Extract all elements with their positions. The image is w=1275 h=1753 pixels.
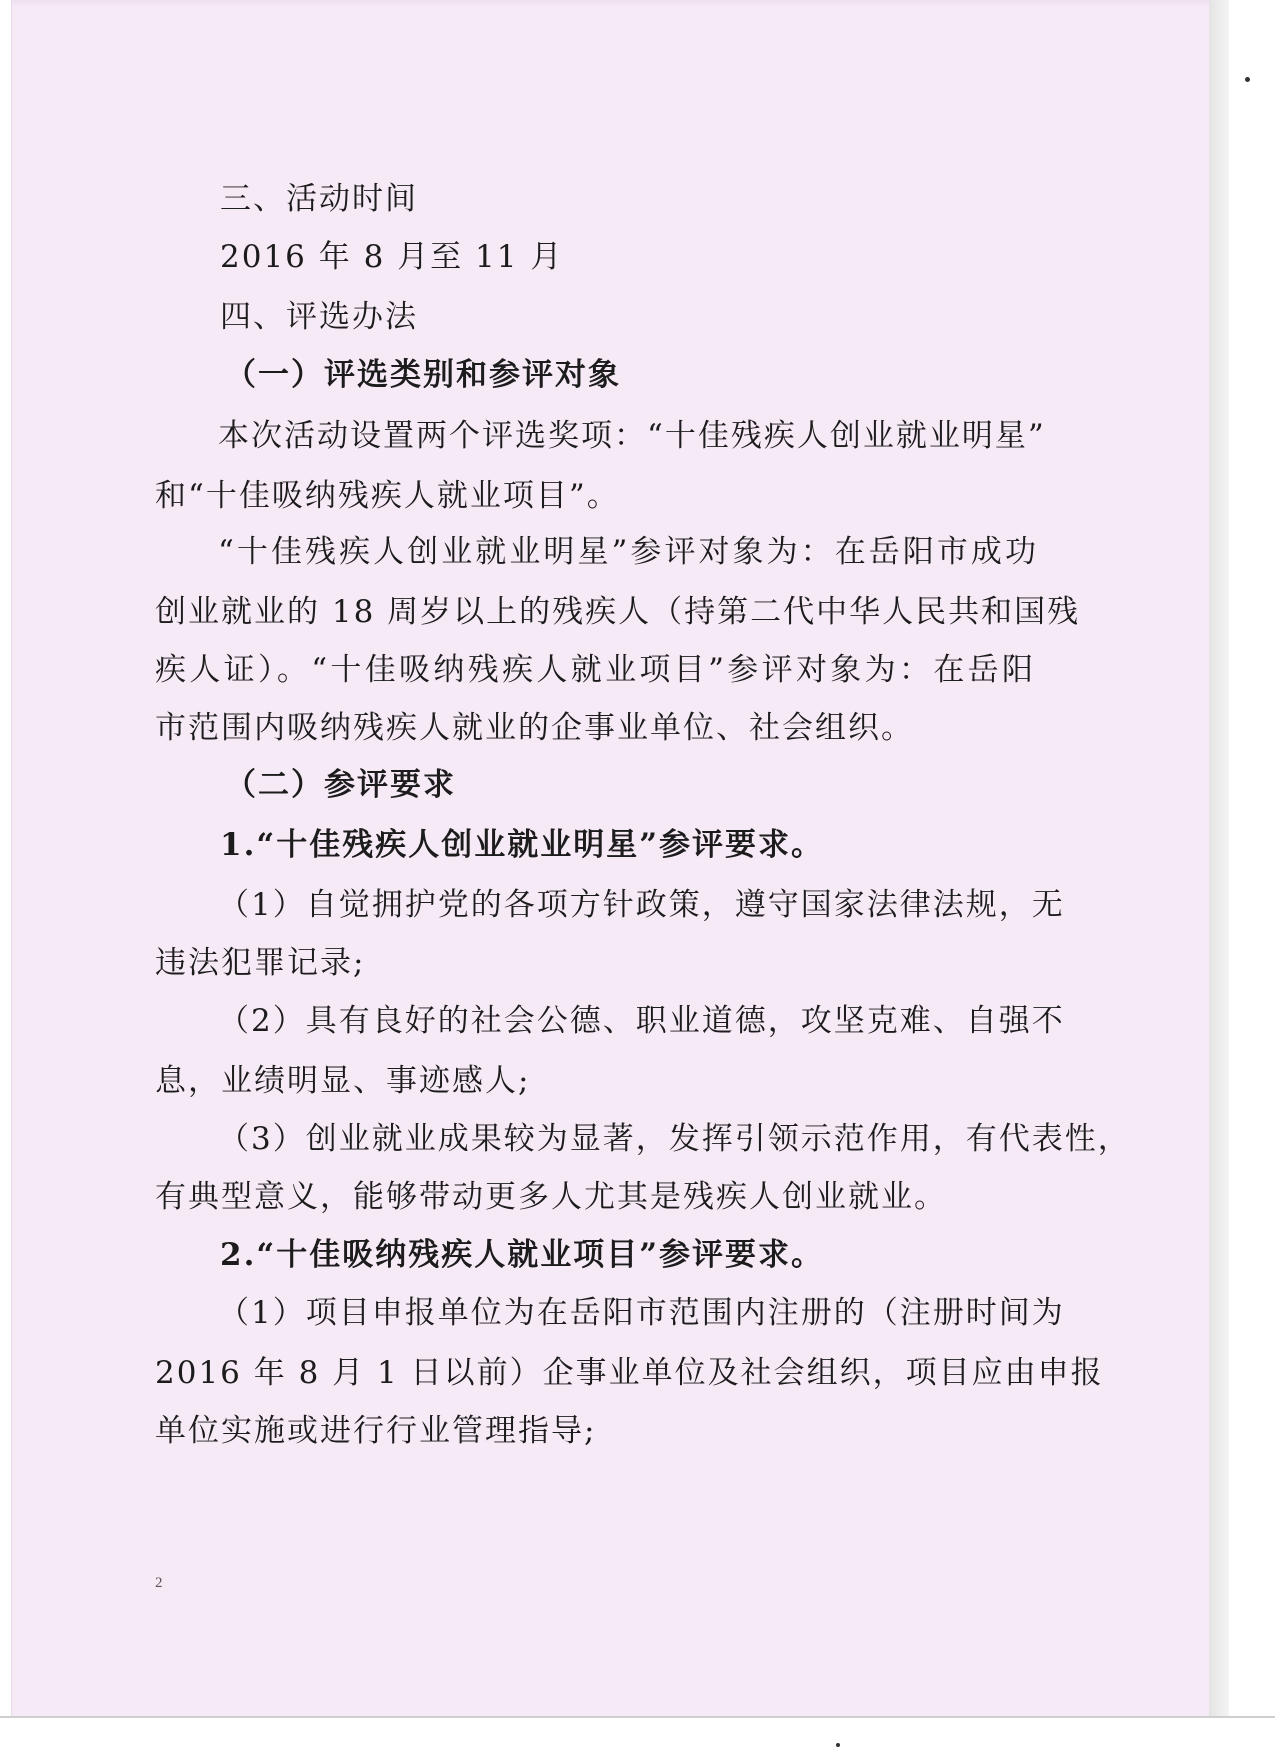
- requirement-2-title: 2.“十佳吸纳残疾人就业项目”参评要求。: [220, 1237, 825, 1273]
- section-3-title: 三、活动时间: [220, 181, 418, 217]
- requirement-1-title: 1.“十佳残疾人创业就业明星”参评要求。: [220, 827, 825, 863]
- page-number: 2: [155, 1575, 163, 1591]
- paragraph-1-line-1: 本次活动设置两个评选奖项：“十佳残疾人创业就业明星”: [218, 418, 1046, 454]
- requirement-2-item-1-line-3: 单位实施或进行行业管理指导;: [155, 1413, 597, 1449]
- subsection-2-title: （二）参评要求: [225, 767, 456, 803]
- scan-bottom-edge: [0, 1716, 1275, 1718]
- requirement-1-item-1-line-1: （1）自觉拥护党的各项方针政策，遵守国家法律法规，无: [218, 887, 1065, 923]
- paragraph-2-line-1: “十佳残疾人创业就业明星”参评对象为：在岳阳市成功: [218, 534, 1038, 570]
- requirement-2-item-1-line-2: 2016 年 8 月 1 日以前）企事业单位及社会组织，项目应由申报: [155, 1355, 1104, 1391]
- paragraph-2-line-4: 市范围内吸纳残疾人就业的企事业单位、社会组织。: [155, 710, 914, 746]
- section-3-date: 2016 年 8 月至 11 月: [220, 239, 564, 275]
- paragraph-2-line-3: 疾人证）。“十佳吸纳残疾人就业项目”参评对象为：在岳阳: [155, 652, 1035, 688]
- requirement-1-item-2-line-2: 息，业绩明显、事迹感人;: [155, 1063, 531, 1099]
- paragraph-1-line-2: 和“十佳吸纳残疾人就业项目”。: [155, 478, 620, 514]
- scan-speck: [1245, 77, 1250, 82]
- subsection-1-title: （一）评选类别和参评对象: [225, 357, 621, 393]
- scan-edge: [1209, 0, 1229, 1716]
- requirement-1-item-2-line-1: （2）具有良好的社会公德、职业道德，攻坚克难、自强不: [218, 1003, 1065, 1039]
- section-4-title: 四、评选办法: [220, 299, 418, 335]
- requirement-1-item-1-line-2: 违法犯罪记录;: [155, 945, 366, 981]
- requirement-1-item-3-line-2: 有典型意义，能够带动更多人尤其是残疾人创业就业。: [155, 1179, 947, 1215]
- paragraph-2-line-2: 创业就业的 18 周岁以上的残疾人（持第二代中华人民共和国残: [155, 594, 1081, 630]
- requirement-1-item-3-line-1: （3）创业就业成果较为显著，发挥引领示范作用，有代表性，: [218, 1121, 1131, 1157]
- requirement-2-item-1-line-1: （1）项目申报单位为在岳阳市范围内注册的（注册时间为: [218, 1295, 1065, 1331]
- scan-speck: [836, 1743, 840, 1747]
